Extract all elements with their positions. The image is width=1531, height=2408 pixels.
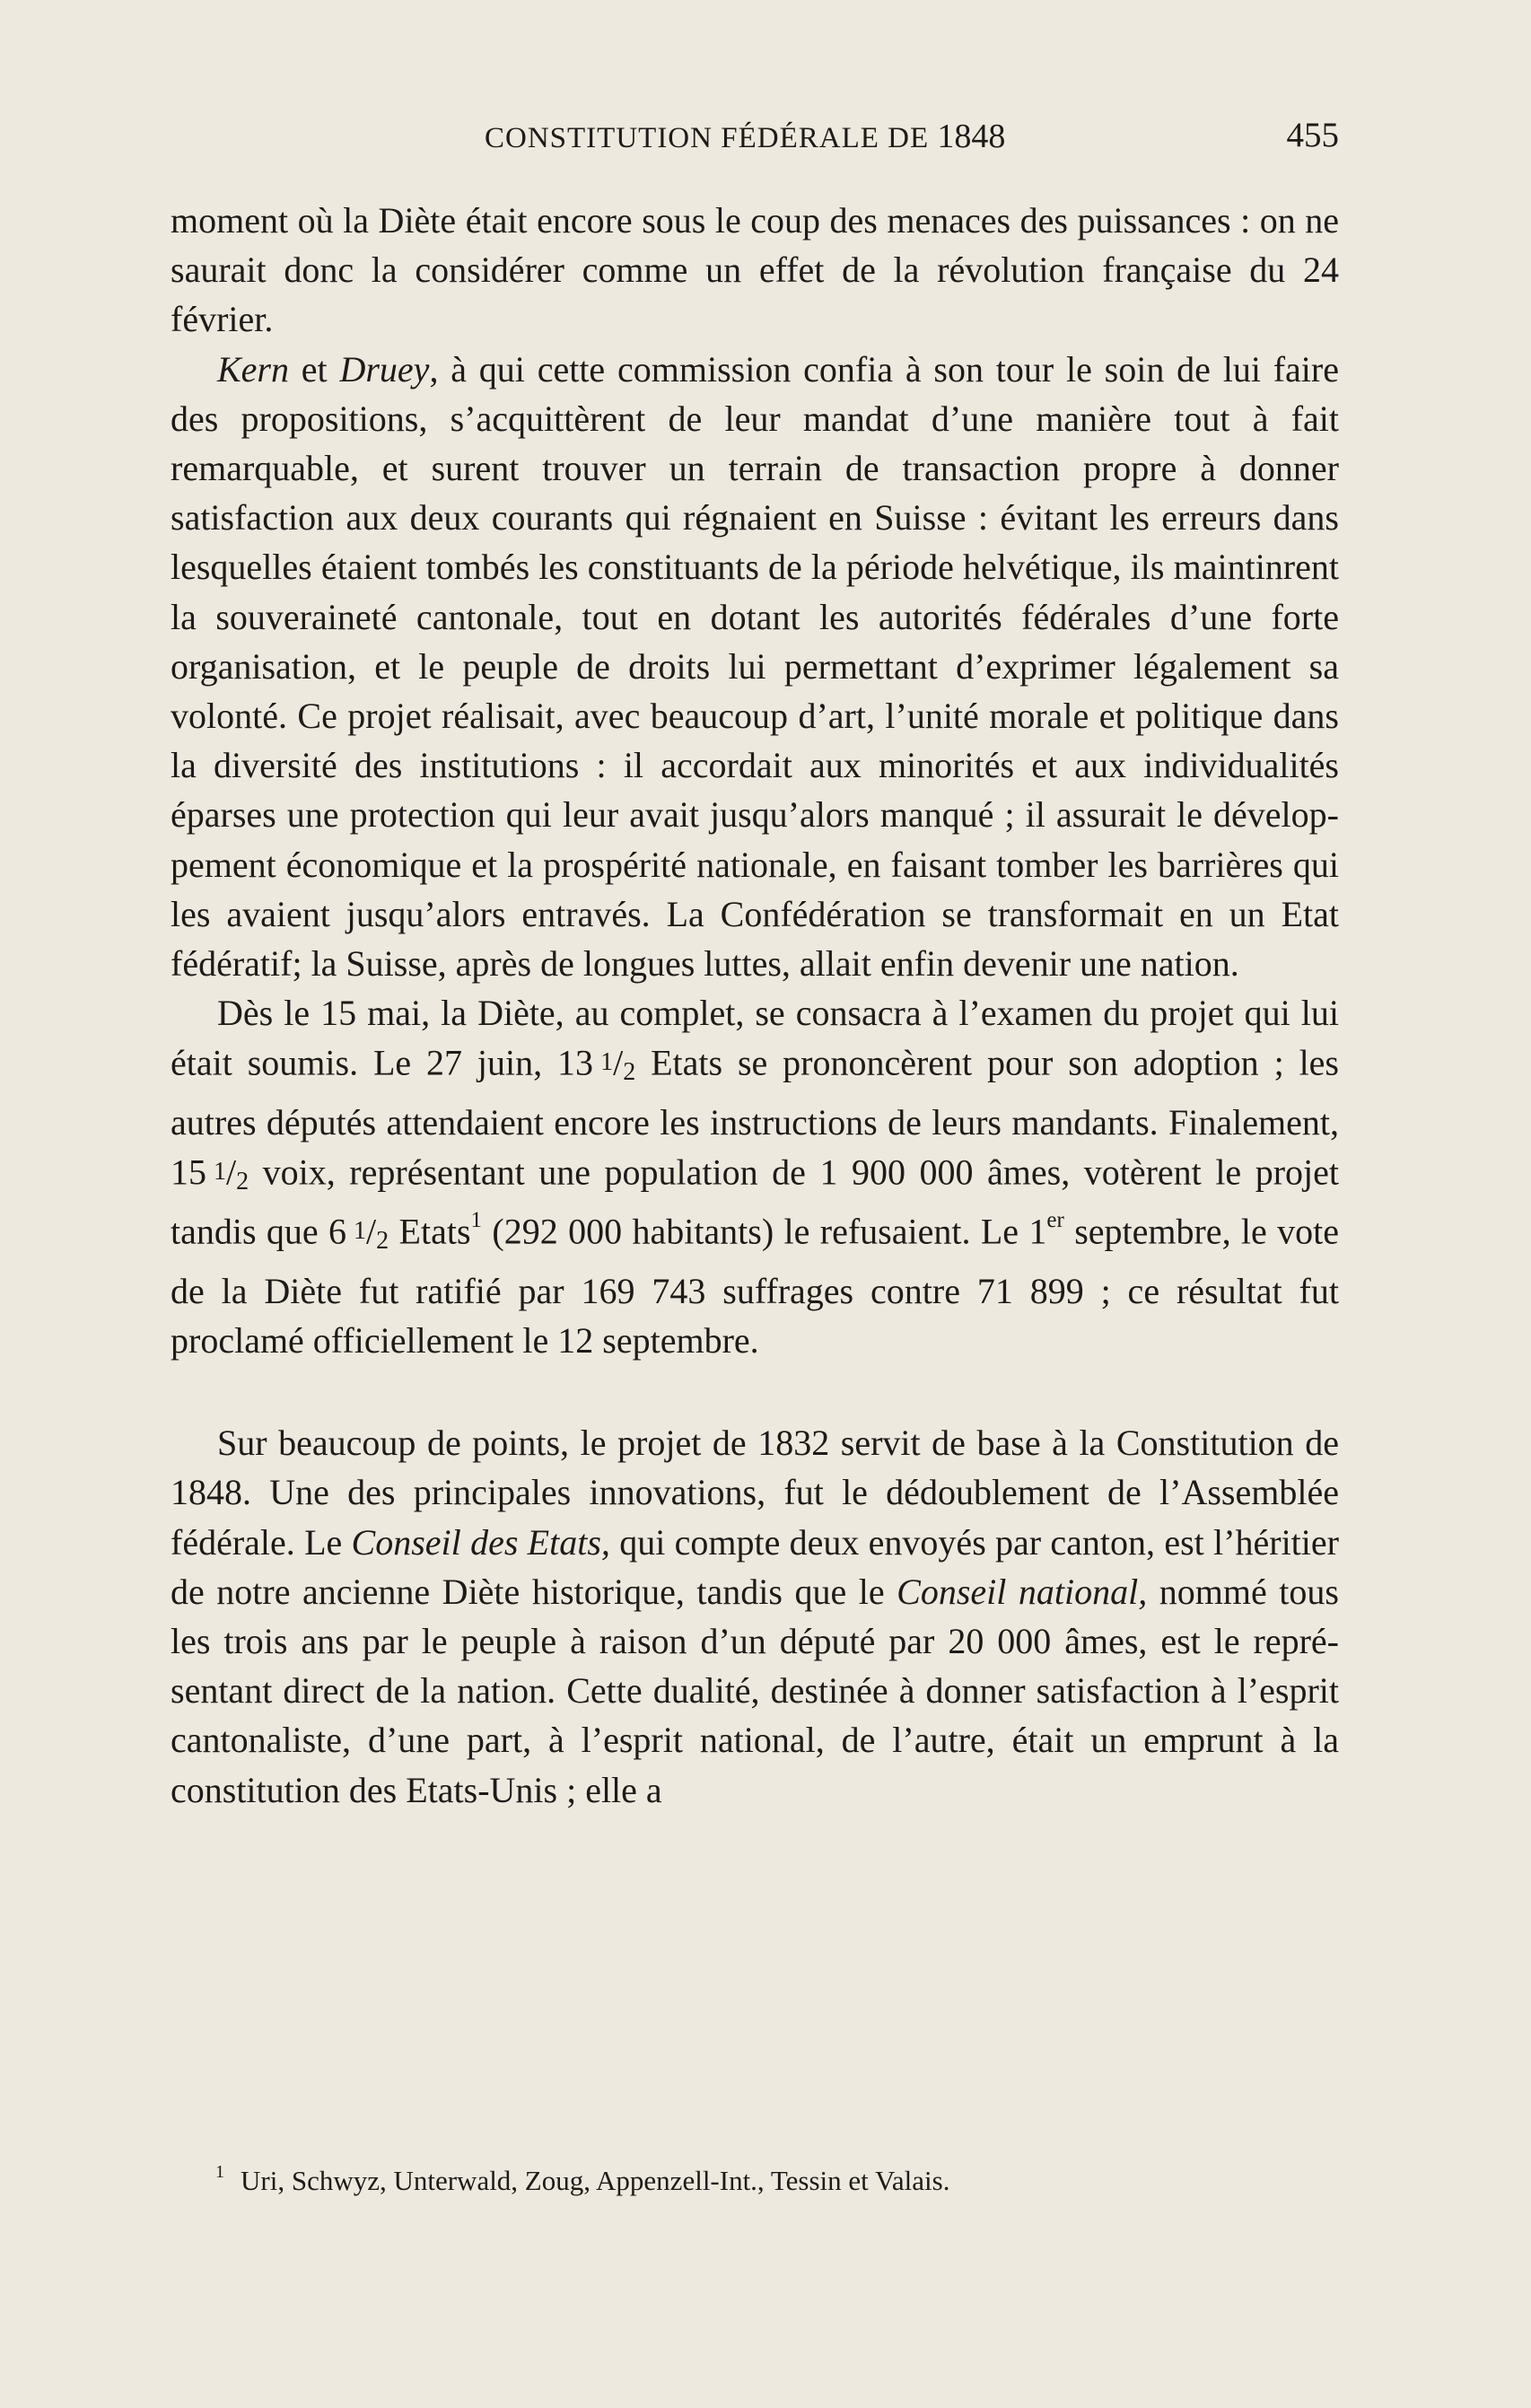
ordinal-suffix: er: [1046, 1208, 1064, 1233]
paragraph-4-text-c: nommé tous les trois ans par le peuple à raison d’un député par 20 000 âmes, est le représentant direct de la nation. Cette dualité, destinée à donner satisfaction à l’esprit cantonaliste, d’une part, à l’esprit national, de l’autre, était un emprunt à la constitution des Etats-Unis ; elle a: [171, 1571, 1339, 1810]
fraction-denominator: 2: [236, 1168, 249, 1196]
paragraph-2: [171, 345, 1339, 989]
paragraph-2-text: , à qui cette commission confia à son tour le soin de lui faire des propositions, s’acquittèrent de leur mandat d’une manière tout à fait remarquable, et surent trouver un terrain de transaction propre à donner satisfaction aux deux courants qui régnaient en Suisse : évitant les erreurs dans lesquelles étaient tombés les constituants de la période helvétique, ils maintinrent la souveraineté cantonale, tout en dotant les autorités fédérales d’une forte organisation, et le peuple de droits lui permettant d’exprimer légalement sa volonté. Ce projet réalisait, avec beaucoup d’art, l’unité morale et politique dans la diversité des institutions : il accordait aux minorités et aux individualités éparses une protection qui leur avait jusqu’alors manqué ; il assurait le développement économique et la prospérité nationale, en faisant tomber les barrières qui les avaient jusqu’alors entravés. La Confédération se transformait en un Etat fédératif; la Suisse, après de longues luttes, allait enfin devenir une nation.: [171, 348, 1339, 985]
paragraph-4-text-a: Sur beaucoup de points, le projet de 1832 servit de base à la Constitution de 1848. Une des principales innovations, fut le dédoublement de l’Assemblée fédérale. Le: [171, 1423, 1339, 1563]
paragraph-3-text-b: Etats se prononcèrent pour son adoption ; les autres députés attendaient encore les instructions de leurs mandants. Finalement, 15: [171, 1043, 1340, 1193]
page-number: 455: [1286, 116, 1339, 154]
paragraph-3-text-c: voix, représentant une population de 1 900 000 âmes, votèrent le projet tandis que 6: [171, 1151, 1340, 1253]
fraction-numerator: 1: [214, 1158, 227, 1186]
fraction-numerator: 1: [600, 1048, 614, 1077]
paragraph-3-text-a: Dès le 15 mai, la Diète, au complet, se consacra à l’examen du projet qui lui était soumis. Le 27 juin, 13: [171, 993, 1339, 1084]
paragraph-3: Dès le 15 mai, la Diète, au complet, se consacra à l’examen du projet qui lui était soumis. Le 27 juin, 13 1/2 Etats se prononcèrent pour son adoption ; les autres députés attendaient encore les instructions de leurs mandants. Finalement, 15 1/2 voix, représentant une population de 1 900 000 âmes, votèrent le projet tandis que 6 1/2 Etats$^1$ (292 000 habitants) le refusaient. Le 1er septembre, le vote de la Diète fut ratifié par 169 743 suffrages contre 71 899 ; ce résultat fut proclamé officiellement le 12 septembre.: [171, 993, 1340, 1362]
term-conseil-des-etats: Conseil des Etats,: [351, 1521, 610, 1563]
running-title: [485, 117, 1005, 156]
paragraph-1: moment où la Diète était encore sous le coup des menaces des puissances : on ne saurait donc la considérer comme un effet de la révolution française du 24 février.: [171, 200, 1339, 340]
running-title-text: CONSTITUTION FÉDÉRALE DE: [485, 122, 930, 154]
paragraph-4-text-b: qui compte deux envoyés par canton, est l’héritier de notre ancienne Diète historique, tandis que le: [171, 1521, 1339, 1612]
fraction-denominator: 2: [376, 1227, 389, 1256]
running-head: [171, 117, 1339, 162]
body-text: [171, 196, 1339, 1815]
footnote-text: Uri, Schwyz, Unterwald, Zoug, Appenzell-Int., Tessin et Valais.: [241, 2165, 950, 2196]
footnote: [215, 2154, 1339, 2199]
footnote-reference: 1: [470, 1208, 483, 1233]
running-title-year: 1848: [937, 118, 1006, 155]
footnote-mark: 1: [215, 2162, 224, 2182]
paragraph-3-text-f: septembre, le vote de la Diète fut ratifié par 169 743 suffrages contre 71 899 ; ce résultat fut proclamé officiellement le 12 septembre.: [171, 1212, 1340, 1362]
fraction-denominator: 2: [623, 1058, 636, 1087]
fraction-numerator: 1: [354, 1217, 367, 1246]
paragraph-3-text-d: Etats: [398, 1212, 471, 1253]
term-conseil-national: Conseil national,: [897, 1571, 1148, 1612]
name-kern: Kern: [217, 348, 289, 390]
paragraph-3-text-e: (292 000 habitants) le refusaient. Le 1: [492, 1212, 1047, 1253]
name-druey: Druey: [339, 348, 430, 390]
paragraph-2-conjunction: et: [289, 348, 340, 390]
paragraph-4: [171, 1418, 1339, 1815]
